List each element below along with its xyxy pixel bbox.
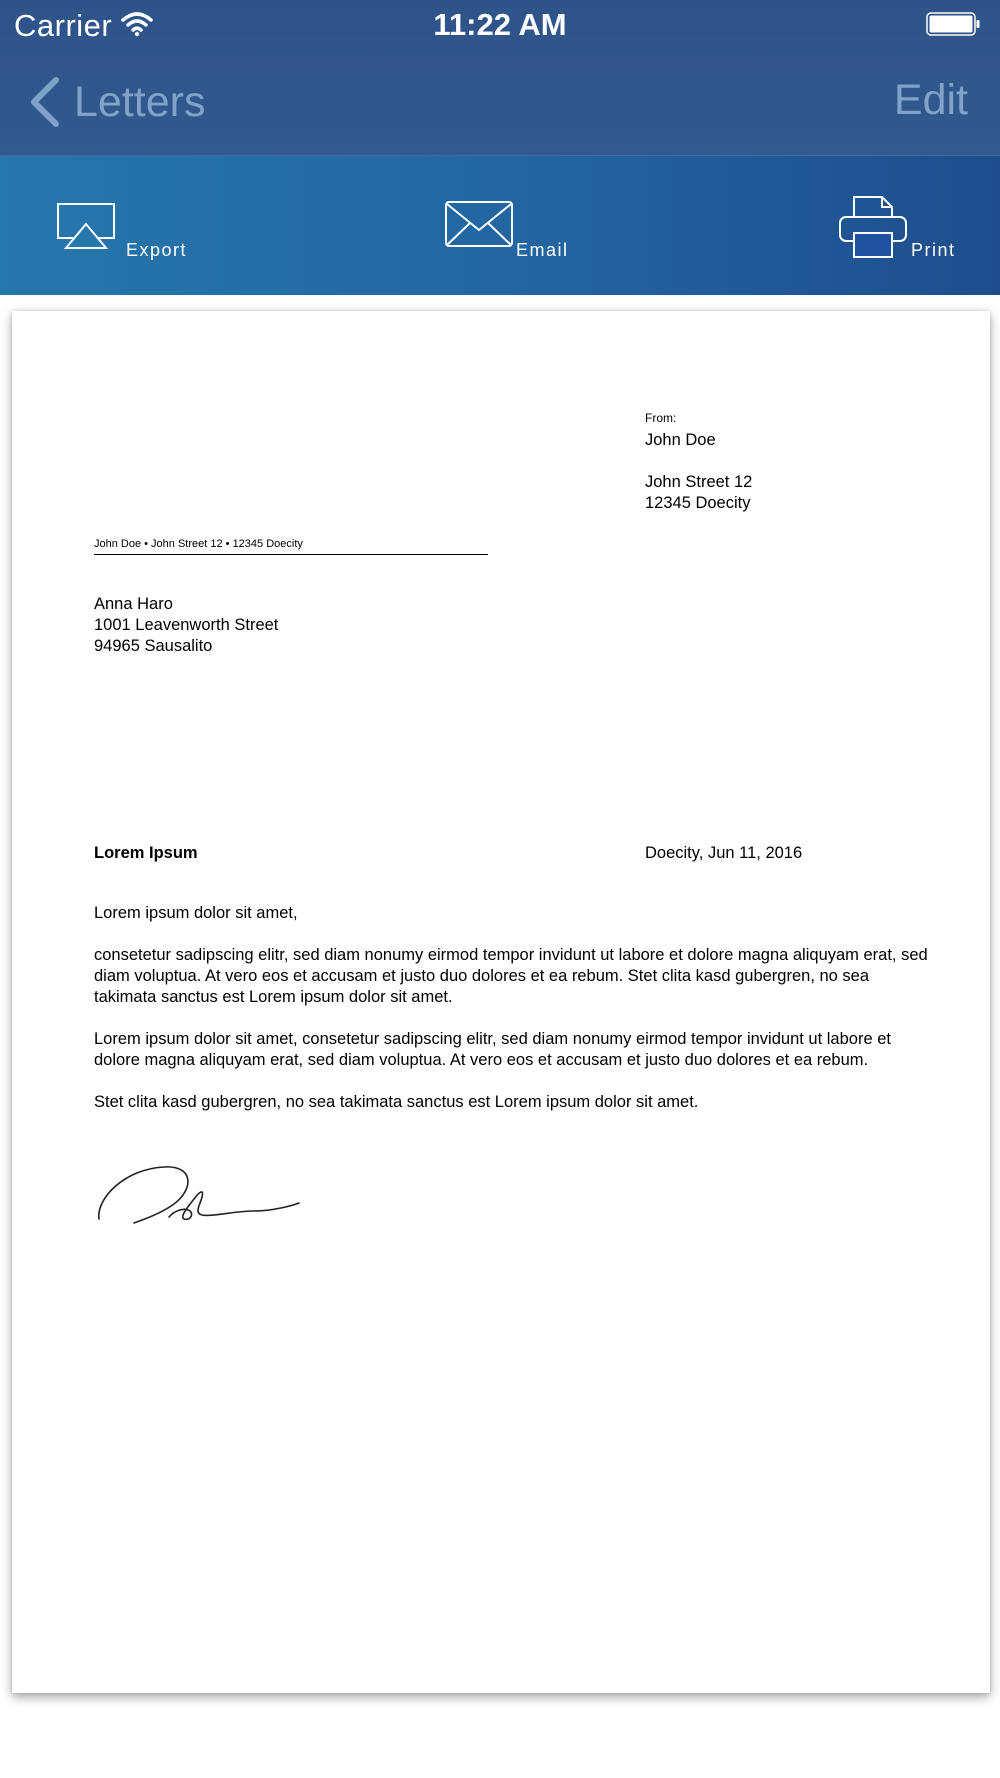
print-label: Print <box>911 240 956 260</box>
back-button[interactable] <box>28 72 205 132</box>
export-button[interactable] <box>50 156 200 295</box>
status-bar <box>0 0 1000 50</box>
sender-city: 12345 Doecity <box>645 494 751 512</box>
letter-subject: Lorem Ipsum <box>94 844 198 862</box>
email-button[interactable] <box>438 156 588 295</box>
return-address-line: John Doe • John Street 12 • 12345 Doecity <box>94 538 488 555</box>
export-label: Export <box>126 240 188 260</box>
envelope-icon <box>444 200 514 248</box>
top-bar <box>0 0 1000 156</box>
recipient-street: 1001 Leavenworth Street <box>94 616 279 634</box>
letter-body <box>94 903 934 1134</box>
airplay-icon <box>56 202 116 250</box>
edit-button[interactable]: Edit <box>893 76 968 124</box>
letter-date: Doecity, Jun 11, 2016 <box>645 844 803 862</box>
email-label: Email <box>516 240 569 260</box>
printer-icon <box>838 195 908 259</box>
sender-name: John Doe <box>645 431 716 449</box>
letter-paragraph: Lorem ipsum dolor sit amet, <box>94 904 298 922</box>
carrier-label: Carrier <box>14 8 113 43</box>
sender-address-block <box>645 411 752 514</box>
action-toolbar <box>0 156 1000 295</box>
battery-icon <box>926 12 980 36</box>
recipient-city: 94965 Sausalito <box>94 637 213 655</box>
signature-image <box>94 1149 314 1229</box>
back-button-label: Letters <box>74 77 206 126</box>
from-label: From: <box>645 411 677 425</box>
letter-paragraph: Lorem ipsum dolor sit amet, consetetur sadipscing elitr, sed diam nonumy eirmod tempor invidunt ut labore et dolore magna aliquyam erat, sed diam voluptua. At vero eos et accusam et justo duo dolores et ea rebum. <box>94 1030 891 1069</box>
letter-paragraph: Stet clita kasd gubergren, no sea takimata sanctus est Lorem ipsum dolor sit amet. <box>94 1093 699 1111</box>
letter-paragraph: consetetur sadipscing elitr, sed diam nonumy eirmod tempor invidunt ut labore et dolore magna aliquyam erat, sed diam voluptua. At vero eos et accusam et justo duo dolores et ea rebum. Stet clita kasd gubergren, no sea takimata sanctus est Lorem ipsum dolor sit amet. <box>94 946 928 1006</box>
sender-street: John Street 12 <box>645 473 753 491</box>
chevron-left-icon <box>28 76 62 128</box>
recipient-name: Anna Haro <box>94 595 173 613</box>
clock: 11:22 AM <box>433 7 567 42</box>
letter-preview[interactable] <box>12 311 990 1693</box>
recipient-address-block <box>94 594 278 657</box>
print-button[interactable] <box>834 156 984 295</box>
